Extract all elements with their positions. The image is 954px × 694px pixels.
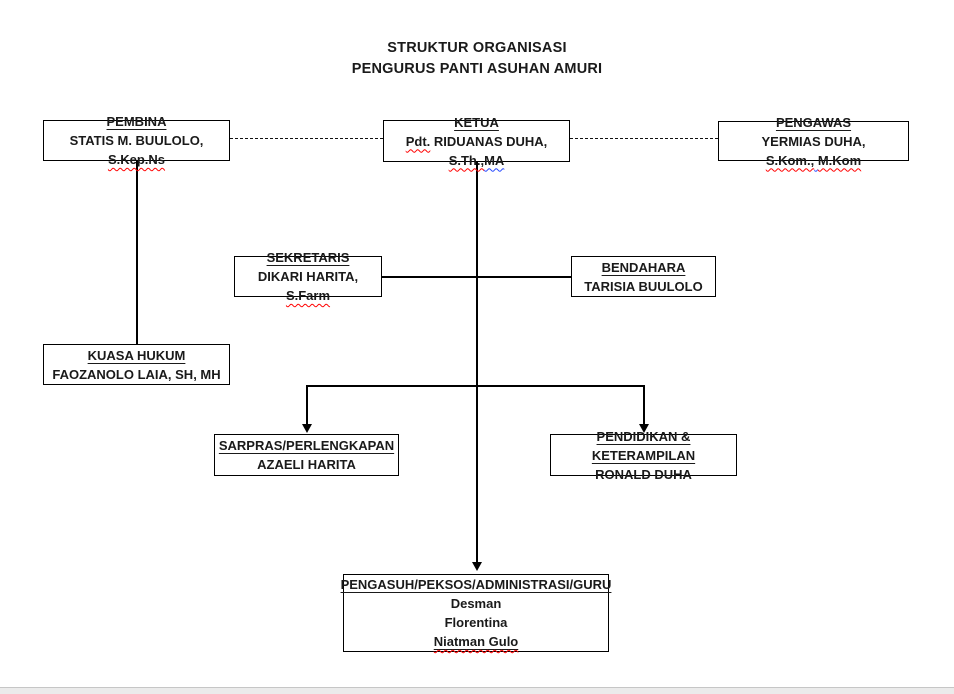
org-box-pengawas <box>718 114 909 168</box>
diagram-title-line1: STRUKTUR ORGANISASI <box>387 40 567 56</box>
org-box-bendahara <box>571 256 716 297</box>
name-text: STATIS M. BUULOLO, <box>69 133 204 148</box>
connector-ketua-pengasuh <box>476 162 478 563</box>
name-text: DIKARI HARITA, <box>257 269 359 284</box>
org-box-sekretaris <box>234 250 382 303</box>
org-box-kuasa-hukum-title: KUASA HUKUM <box>87 347 186 363</box>
org-box-kuasa-hukum <box>43 344 230 385</box>
misspelled-text: S.Farm <box>285 288 331 303</box>
org-box-pembina-title: PEMBINA <box>106 114 167 129</box>
misspelled-text: Pdt. <box>405 133 431 149</box>
org-box-pembina-name <box>48 131 225 169</box>
misspelled-text: S.Kom., <box>765 152 815 168</box>
org-box-ketua-title: KETUA <box>454 114 499 130</box>
underlined-name <box>434 634 519 649</box>
org-box-sarpras-name: AZAELI HARITA <box>257 457 356 472</box>
org-box-pengawas-title: PENGAWAS <box>775 114 852 130</box>
connector-drop-pendidikan <box>643 385 645 425</box>
org-box-pendidikan-name: RONALD DUHA <box>595 466 692 482</box>
org-box-bendahara-title: BENDAHARA <box>601 259 686 275</box>
org-box-sekretaris-name <box>239 267 377 305</box>
org-box-sarpras-title: SARPRAS/PERLENGKAPAN <box>218 438 395 453</box>
org-box-ketua <box>383 114 570 168</box>
org-box-pengasuh-title: PENGASUH/PEKSOS/ADMINISTRASI/GURU <box>340 577 612 592</box>
connector-split-horizontal <box>306 385 645 387</box>
org-box-sekretaris-title: SEKRETARIS <box>266 250 350 265</box>
misspelled-text: S.Th., <box>448 152 485 168</box>
connector-dashed-pembina-ketua <box>230 138 383 139</box>
org-box-pengasuh-member-1: Desman <box>450 596 502 611</box>
org-box-sarpras <box>214 434 399 476</box>
connector-pembina-kuasahukum <box>136 161 138 344</box>
name-text: YERMIAS DUHA, <box>761 133 866 149</box>
arrowhead-pengasuh <box>472 562 482 571</box>
grammar-text: MA <box>484 152 505 168</box>
org-box-pengawas-name <box>723 132 904 170</box>
misspelled-text: S.Kep.Ns <box>107 152 166 167</box>
name-text: RIDUANAS DUHA, <box>430 133 548 149</box>
horizontal-scrollbar[interactable] <box>0 687 954 694</box>
org-box-pendidikan-title: PENDIDIKAN & KETERAMPILAN <box>591 428 696 463</box>
org-box-pengasuh-member-3 <box>434 632 519 651</box>
connector-sekretaris-bendahara <box>382 276 571 278</box>
org-box-pengasuh-member-2: Florentina <box>444 615 508 630</box>
org-box-pengasuh <box>340 574 612 652</box>
org-box-ketua-name <box>388 132 565 170</box>
connector-dashed-ketua-pengawas <box>570 138 718 139</box>
arrowhead-sarpras <box>302 424 312 433</box>
connector-drop-sarpras <box>306 385 308 425</box>
org-box-kuasa-hukum-name: FAOZANOLO LAIA, SH, MH <box>52 366 221 382</box>
diagram-title <box>0 38 954 80</box>
misspelled-text: Niatman Gulo <box>433 634 519 649</box>
org-box-pendidikan <box>550 428 737 482</box>
misspelled-text: M.Kom <box>817 152 862 168</box>
org-box-pembina <box>43 114 230 167</box>
diagram-title-line2: PENGURUS PANTI ASUHAN AMURI <box>351 61 603 77</box>
org-box-bendahara-name: TARISIA BUULOLO <box>584 278 703 294</box>
